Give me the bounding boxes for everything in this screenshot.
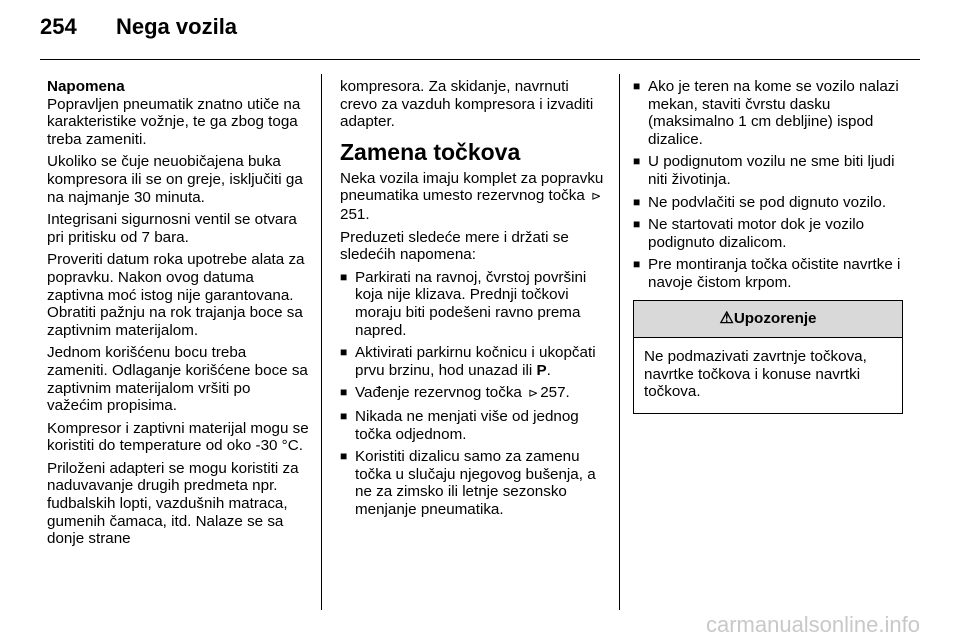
list-item <box>633 216 903 251</box>
measures-intro: Preduzeti sledeće mere i držati se sledećih napomena: <box>340 228 569 264</box>
continuation-paragraph: kompresora. Za skidanje, navrnuti crevo za vazduh kompresora i izvaditi adapter. <box>340 78 594 131</box>
list-item-text: Aktivirati parkirnu kočnicu i ukopčati prvu brzinu, hod unazad ili <box>355 344 596 379</box>
paragraph: Priloženi adapteri se mogu koristiti za naduvavanje drugih predmeta npr. fudbalskih lopti, vazdušnih matraca, gumenih čamaca, itd. Nalaze se sa donje strane <box>47 459 299 548</box>
gear-position-label: P <box>536 361 547 379</box>
bullet-icon: ■ <box>340 269 348 284</box>
page-reference[interactable]: 251. <box>340 205 370 223</box>
warning-box <box>633 300 903 414</box>
list-item-text: Nikada ne menjati više od jednog točka odjednom. <box>355 407 579 443</box>
list-item-text: U podignutom vozilu ne sme biti ljudi niti životinja. <box>648 153 895 188</box>
bullet-icon: ■ <box>633 154 641 169</box>
safety-list <box>633 78 903 292</box>
bullet-icon: ■ <box>340 385 348 400</box>
list-item <box>340 448 608 518</box>
warning-title: Upozorenje <box>733 309 817 327</box>
column-2 <box>340 78 608 523</box>
bullet-icon: ■ <box>340 408 348 423</box>
note-heading: Napomena <box>47 78 125 95</box>
list-item <box>340 344 608 379</box>
list-item <box>633 194 903 212</box>
paragraph: Integrisani sigurnosni ventil se otvara pri pritisku od 7 bara. <box>47 211 297 246</box>
list-item <box>340 408 608 443</box>
list-item-text: Koristiti dizalicu samo za zamenu točka u slučaju njegovog bušenja, a ne za zimsko ili letnje sezonsko menjanje pneumatika. <box>355 448 596 518</box>
list-item-end: . <box>546 361 551 379</box>
paragraph: Kompresor i zaptivni materijal mogu se koristiti do temperature od oko -30 °C. <box>47 419 309 455</box>
page-number: 254 <box>40 14 77 39</box>
list-item <box>340 269 608 339</box>
page-reference[interactable]: 257. <box>540 384 570 402</box>
bullet-icon: ■ <box>633 257 641 272</box>
page-title: Nega vozila <box>116 14 238 39</box>
page-reference-icon: ⊳ <box>591 189 602 204</box>
list-item-text: Ne podvlačiti se pod dignuto vozilo. <box>648 193 887 211</box>
column-3 <box>633 78 903 414</box>
list-item-text: Pre montiranja točka očistite navrtke i navoje čistom krpom. <box>648 256 901 291</box>
list-item <box>633 153 903 188</box>
page-reference-icon: ⊳ <box>528 386 539 401</box>
paragraph: Proveriti datum roka upotrebe alata za popravku. Nakon ovog datuma zaptivna moć istog nije garantovana. Obratiti pažnju na rok trajanja boce sa zaptivnim materijalom. <box>47 251 305 339</box>
bullet-icon: ■ <box>633 79 641 93</box>
bullet-icon: ■ <box>340 449 348 464</box>
list-item-text: Parkirati na ravnoj, čvrstoj površini koja nije klizava. Prednji točkovi moraju biti podešeni ravno prema napred. <box>355 268 587 339</box>
measures-list <box>340 269 608 519</box>
list-item <box>633 256 903 291</box>
column-divider-2 <box>619 74 620 610</box>
list-item-text: Ako je teren na kome se vozilo nalazi mekan, staviti čvrstu dasku (maksimalno 1 cm debljine) ispod dizalice. <box>648 78 899 148</box>
intro-text: Neka vozila imaju komplet za popravku pneumatika umesto rezervnog točka <box>340 169 604 205</box>
intro-paragraph <box>340 170 608 224</box>
bullet-icon: ■ <box>340 345 348 360</box>
bullet-icon: ■ <box>633 194 641 209</box>
paragraph: Jednom korišćenu bocu treba zameniti. Odlaganje korišćene boce sa zaptivnim materijalom vršiti po važećim propisima. <box>47 344 308 415</box>
list-item <box>340 384 608 403</box>
paragraph: Popravljen pneumatik znatno utiče na karakteristike vožnje, te ga zbog toga treba zameniti. <box>47 95 301 148</box>
warning-triangle-icon: ⚠ <box>719 309 734 327</box>
list-item <box>633 78 903 148</box>
list-item-text: Vađenje rezervnog točka <box>355 384 522 402</box>
page-header <box>40 14 237 40</box>
warning-header <box>634 301 902 339</box>
bullet-icon: ■ <box>633 217 641 232</box>
column-divider-1 <box>321 74 322 610</box>
column-1 <box>47 78 309 553</box>
list-item-text: Ne startovati motor dok je vozilo podignuto dizalicom. <box>648 216 865 251</box>
paragraph: Ukoliko se čuje neuobičajena buka kompresora ili se on greje, isključiti ga na najmanje 30 minuta. <box>47 153 303 206</box>
section-heading: Zamena točkova <box>340 138 521 165</box>
warning-text: Ne podmazivati zavrtnje točkova, navrtke točkova i konuse navrtki točkova. <box>644 348 867 401</box>
header-rule <box>40 59 920 60</box>
watermark: carmanualsonline.info <box>705 612 920 637</box>
